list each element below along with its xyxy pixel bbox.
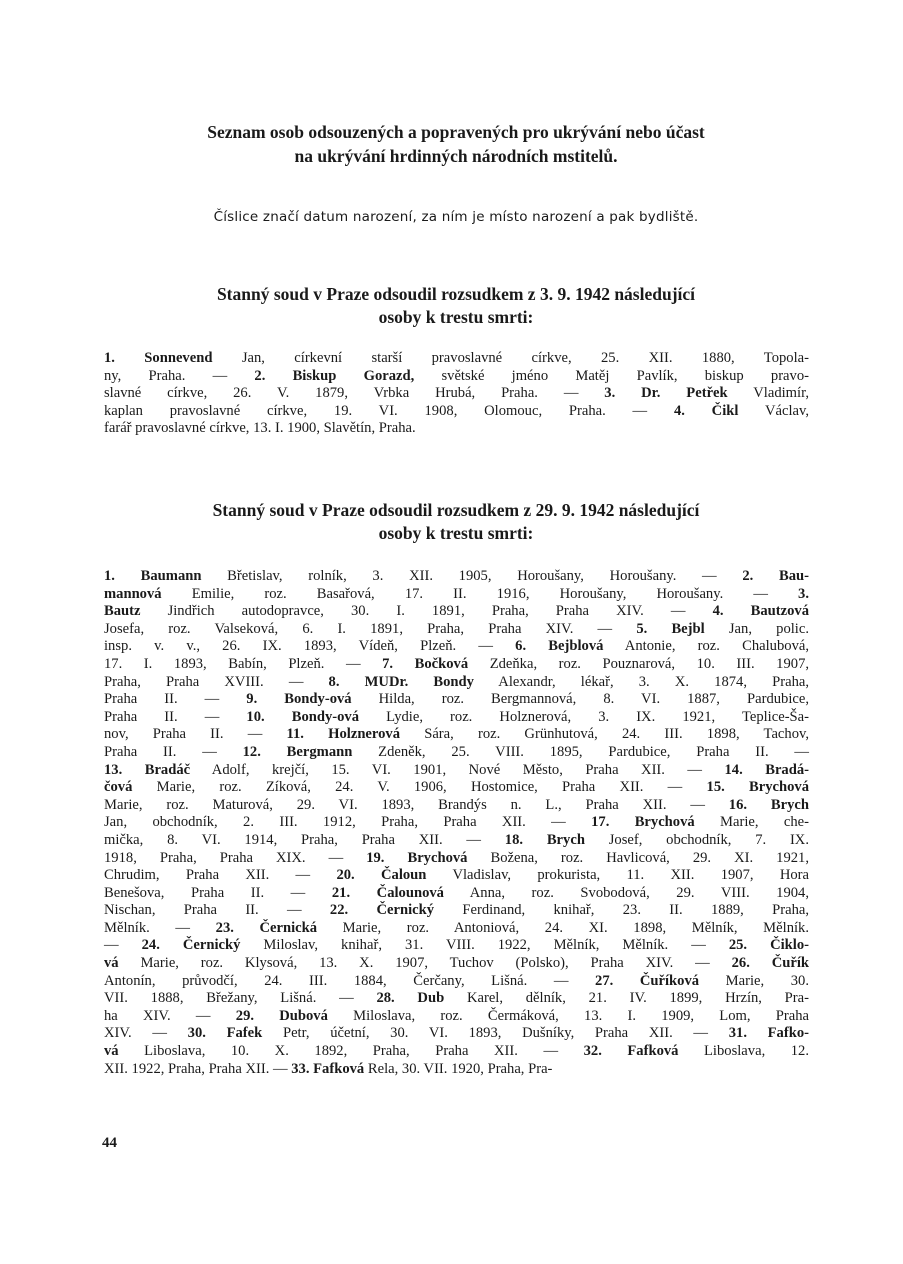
entry-details: Marie, roz. Maturová, 29. VI. 1893, Brandýs n. L., Praha XII. — — [104, 796, 729, 813]
text-line — [104, 937, 809, 955]
entry-name: 10. Bondy-ová — [246, 708, 360, 725]
entry-name: 28. Dub — [376, 990, 445, 1007]
entry-details: Adolf, krejčí, 15. VI. 1901, Nové Město, Praha XII. — — [190, 761, 725, 778]
entry-details: Praha II. — — [104, 708, 247, 725]
text-line — [104, 726, 809, 744]
entry-details: ha XIV. — — [104, 1007, 236, 1024]
entry-details: Antonín, průvodčí, 24. III. 1884, Čerčany, Lišná. — — [104, 972, 596, 989]
entry-name: 24. Černický — [141, 937, 241, 954]
entry-name: 1. Baumann — [104, 568, 202, 584]
entry-name: 15. Brychová — [706, 779, 809, 796]
entry-details: Marie, 30. — [699, 972, 809, 989]
entry-details: Josef, obchodník, 7. IX. — [584, 831, 809, 848]
entry-name: 3. — [798, 585, 809, 602]
entry-details: kaplan pravoslavné církve, 19. VI. 1908, Olomouc, Praha. — — [104, 402, 674, 419]
entry-name: vá — [104, 955, 119, 972]
entry-name: 3. Dr. Petřek — [604, 385, 728, 402]
entry-name: 16. Brych — [728, 796, 809, 813]
entry-details: Mělník. — — [104, 919, 216, 936]
entry-details: Lydie, roz. Holznerová, 3. IX. 1921, Teplice-Ša- — [359, 708, 810, 725]
entry-name: mannová — [104, 585, 162, 602]
text-line — [104, 814, 809, 832]
entry-name: 4. Bautzová — [712, 603, 809, 620]
entry-name: 21. Čalounová — [331, 884, 444, 901]
entry-name: 23. Černická — [215, 919, 318, 936]
entry-name: 26. Čuřík — [731, 955, 809, 972]
entry-details: Jan, obchodník, 2. III. 1912, Praha, Praha XII. — — [104, 814, 592, 831]
entry-details: Benešova, Praha II. — — [104, 884, 332, 901]
entry-name: 2. Biskup Gorazd, — [254, 367, 415, 384]
text-line — [104, 920, 809, 938]
entry-details: Karel, dělník, 21. IV. 1899, Hrzín, Pra- — [444, 990, 809, 1007]
entry-name: 31. Fafko- — [728, 1025, 809, 1042]
text-line — [104, 603, 809, 621]
entry-details: VII. 1888, Břežany, Lišná. — — [104, 990, 377, 1007]
text-line — [104, 350, 809, 368]
text-line — [104, 420, 809, 438]
section-body-first-verdict — [104, 350, 809, 438]
section-heading-line-1: Stanný soud v Praze odsoudil rozsudkem z 29. 9. 1942 následující — [212, 500, 700, 520]
entry-details: Praha II. — — [104, 691, 247, 708]
entry-details: farář pravoslavné církve, 13. I. 1900, Slavětín, Praha. — [104, 420, 416, 437]
text-line — [104, 568, 809, 586]
entry-name: 14. Bradá- — [724, 761, 810, 778]
entry-details: Ferdinand, knihař, 23. II. 1889, Praha, — [434, 902, 810, 919]
entry-details: Jindřich autodopravce, 30. I. 1891, Praha, Praha XIV. — — [140, 603, 713, 620]
entry-details: mička, 8. VI. 1914, Praha, Praha XII. — — [104, 831, 505, 848]
text-line — [104, 586, 809, 604]
text-line — [104, 403, 809, 421]
entry-name: 4. Čikl — [673, 402, 739, 419]
entry-name: čová — [104, 779, 133, 796]
entry-details: Antonie, roz. Chalubová, — [603, 638, 810, 655]
entry-details: Hilda, roz. Bergmannová, 8. VI. 1887, Pardubice, — [351, 691, 809, 708]
entry-details: Alexandr, lékař, 3. X. 1874, Praha, — [473, 673, 809, 690]
entry-details: — — [104, 937, 142, 954]
entry-details: Václav, — [738, 402, 810, 419]
entry-name: 32. Fafková — [583, 1043, 679, 1060]
entry-details: Vladimír, — [727, 385, 810, 402]
text-line — [104, 850, 809, 868]
entry-details: ny, Praha. — — [104, 367, 255, 384]
entry-details: Jan, církevní starší pravoslavné církve, 25. XII. 1880, Topola- — [212, 350, 809, 366]
section-body-second-verdict — [104, 568, 809, 1078]
text-line — [104, 691, 809, 709]
entry-details: Petr, účetní, 30. VI. 1893, Dušníky, Praha XII. — — [262, 1025, 729, 1042]
text-line — [104, 797, 809, 815]
entry-details: Josefa, roz. Valseková, 6. I. 1891, Praha, Praha XIV. — — [104, 620, 637, 637]
text-line — [104, 762, 809, 780]
text-line — [104, 779, 809, 797]
entry-details: Vladislav, prokurista, 11. XII. 1907, Hora — [426, 867, 809, 884]
text-line — [104, 385, 809, 403]
entry-details: Božena, roz. Havlicová, 29. XI. 1921, — [467, 849, 809, 866]
text-line — [104, 990, 809, 1008]
entry-name: 2. Bau- — [742, 568, 809, 584]
entry-name: 1. Sonnevend — [104, 350, 213, 366]
entry-details: 17. I. 1893, Babín, Plzeň. — — [104, 655, 383, 672]
entry-name: 5. Bejbl — [636, 620, 705, 637]
text-line — [104, 656, 809, 674]
entry-details: Miloslava, roz. Čermáková, 13. I. 1909, Lom, Praha — [327, 1007, 809, 1024]
text-line — [104, 744, 809, 762]
entry-name: 20. Čaloun — [336, 867, 427, 884]
entry-details: Sára, roz. Grünhutová, 24. III. 1898, Tachov, — [400, 726, 809, 743]
section-heading-line-1: Stanný soud v Praze odsoudil rozsudkem z 3. 9. 1942 následující — [216, 284, 696, 304]
entry-name: 11. Holznerová — [286, 726, 401, 743]
entry-details: Praha, Praha XVIII. — — [104, 673, 329, 690]
entry-name: Bautz — [104, 603, 141, 620]
entry-name: 6. Bejblová — [515, 638, 604, 655]
entry-name: 13. Bradáč — [104, 761, 191, 778]
text-line — [104, 902, 809, 920]
entry-name: vá — [104, 1043, 119, 1060]
entry-details: Rela, 30. VII. 1920, Praha, Pra- — [364, 1060, 553, 1077]
entry-details: Miloslav, knihař, 31. VIII. 1922, Mělník, Mělník. — — [240, 937, 729, 954]
document-title — [100, 120, 812, 168]
section-heading-second-verdict — [100, 499, 812, 545]
entry-name: 25. Čiklo- — [728, 937, 809, 954]
entry-details: Liboslava, 10. X. 1892, Praha, Praha XII. — — [118, 1043, 584, 1060]
text-line — [104, 867, 809, 885]
entry-name: 12. Bergmann — [242, 743, 353, 760]
entry-details: Marie, che- — [694, 814, 810, 831]
entry-name: 8. MUDr. Bondy — [328, 673, 474, 690]
entry-name: 9. Bondy-ová — [246, 691, 352, 708]
entry-details: Chrudim, Praha XII. — — [104, 867, 337, 884]
entry-details: insp. v. v., 26. IX. 1893, Vídeň, Plzeň. — — [104, 638, 516, 655]
text-line — [104, 709, 809, 727]
text-line — [104, 368, 809, 386]
entry-details: slavné církve, 26. V. 1879, Vrbka Hrubá, Praha. — — [104, 385, 605, 402]
entry-details: Nischan, Praha II. — — [104, 902, 330, 919]
entry-name: 22. Černický — [329, 902, 435, 919]
entry-details: Břetislav, rolník, 3. XII. 1905, Horoušany, Horoušany. — — [201, 568, 743, 584]
entry-details: nov, Praha II. — — [104, 726, 287, 743]
entry-name: 33. Fafková — [291, 1060, 365, 1077]
entry-details: XII. 1922, Praha, Praha XII. — — [104, 1060, 292, 1077]
entry-name: 7. Bočková — [382, 655, 469, 672]
entry-details: Zdeňka, roz. Pouznarová, 10. III. 1907, — [468, 655, 810, 672]
entry-details: 1918, Praha, Praha XIX. — — [104, 849, 367, 866]
text-line — [104, 1061, 809, 1079]
text-line — [104, 885, 809, 903]
page-number: 44 — [102, 1135, 117, 1151]
entry-details: XIV. — — [104, 1025, 188, 1042]
section-heading-line-2: osoby k trestu smrti: — [378, 523, 534, 543]
entry-details: Anna, roz. Svobodová, 29. VIII. 1904, — [443, 884, 810, 901]
text-line — [104, 1025, 809, 1043]
entry-name: 17. Brychová — [591, 814, 695, 831]
entry-details: Marie, roz. Klysová, 13. X. 1907, Tuchov (Polsko), Praha XIV. — — [118, 955, 732, 972]
entry-details: Marie, roz. Antoniová, 24. XI. 1898, Mělník, Mělník. — [317, 919, 809, 936]
entry-name: 30. Fafek — [187, 1025, 263, 1042]
entry-details: Marie, roz. Zíková, 24. V. 1906, Hostomice, Praha XII. — — [132, 779, 707, 796]
text-line — [104, 832, 809, 850]
entry-details: Praha II. — — [104, 743, 243, 760]
text-line — [104, 973, 809, 991]
text-line — [104, 674, 809, 692]
entry-name: 29. Dubová — [235, 1007, 328, 1024]
document-title-line-1: Seznam osob odsouzených a popravených pro ukrývání nebo účast — [207, 122, 705, 142]
section-heading-first-verdict — [100, 283, 812, 329]
entry-name: 19. Brychová — [366, 849, 468, 866]
text-line — [104, 1008, 809, 1026]
explanatory-note: Číslice značí datum narození, za ním je místo narození a pak bydliště. — [213, 209, 699, 225]
entry-details: Jan, polic. — [704, 620, 809, 637]
text-line — [104, 621, 809, 639]
text-line — [104, 1043, 809, 1061]
entry-details: světské jméno Matěj Pavlík, biskup pravo- — [414, 367, 809, 384]
entry-details: Emilie, roz. Basařová, 17. II. 1916, Horoušany, Horoušany. — — [161, 585, 799, 602]
entry-details: Zdeněk, 25. VIII. 1895, Pardubice, Praha II. — — [352, 743, 810, 760]
entry-name: 18. Brych — [504, 831, 585, 848]
text-line — [104, 955, 809, 973]
entry-details: Liboslava, 12. — [678, 1043, 810, 1060]
document-title-line-2: na ukrývání hrdinných národních mstitelů. — [294, 146, 618, 166]
entry-name: 27. Čuříková — [595, 972, 700, 989]
section-heading-line-2: osoby k trestu smrti: — [378, 307, 534, 327]
text-line — [104, 638, 809, 656]
